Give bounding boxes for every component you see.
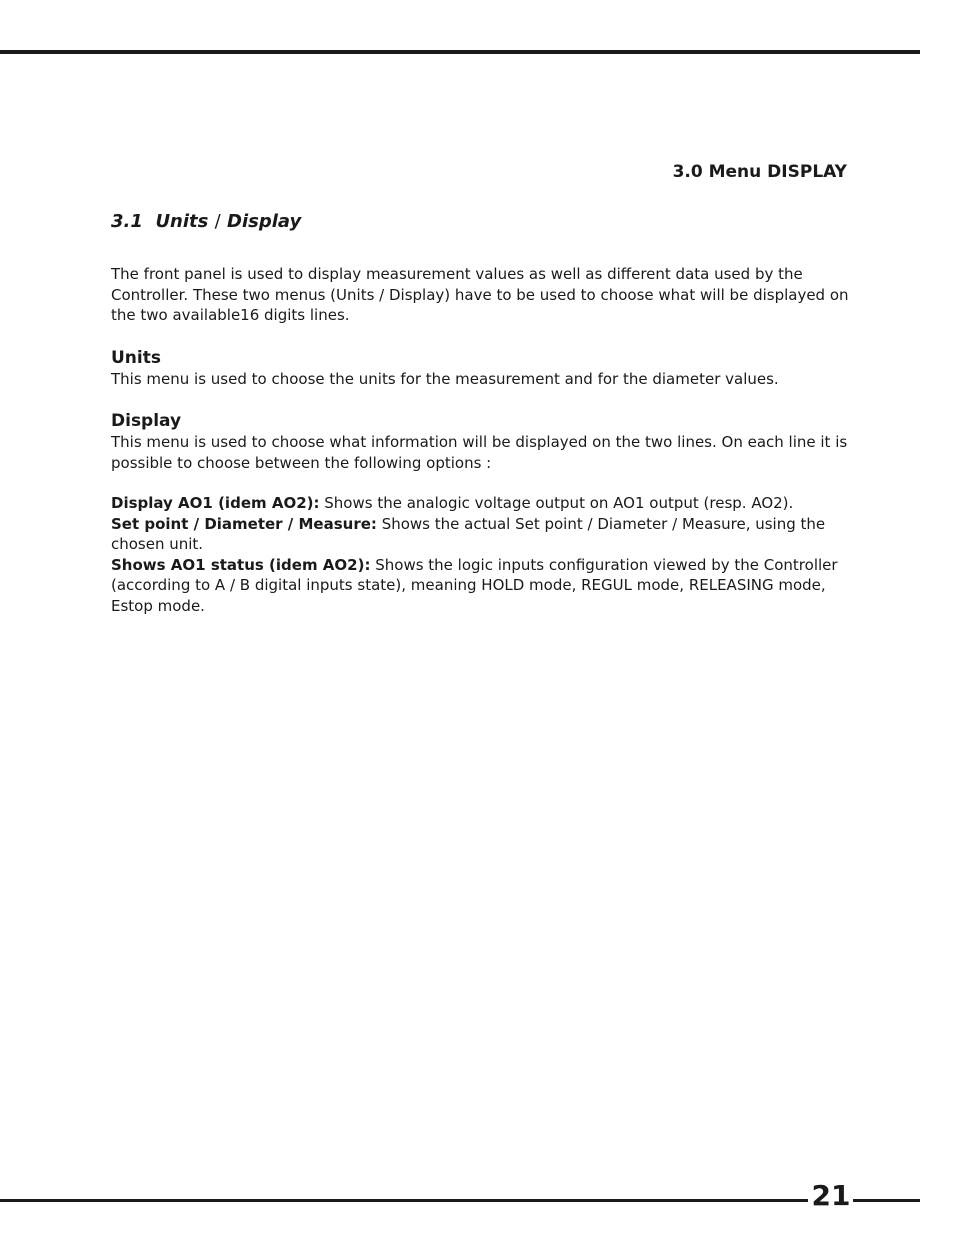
footer-rule-left	[0, 1199, 808, 1202]
intro-paragraph: The front panel is used to display measurement values as well as different data used by the Controller. These two menus (Units / Display) have to be used to choose what will be displayed on the two available16 digits lines.	[111, 265, 849, 324]
units-paragraph: This menu is used to choose the units for the measurement and for the diameter values.	[111, 369, 779, 388]
page-content	[111, 208, 859, 616]
option-display-ao1	[111, 493, 859, 514]
option-label: Set point / Diameter / Measure:	[111, 514, 377, 533]
footer-rule-right	[853, 1199, 920, 1202]
option-description: Shows the logic inputs configuration viewed by the Controller (according to A / B digital inputs state), meaning HOLD mode, REGUL mode, RELEASING mode, Estop mode.	[111, 555, 838, 615]
option-description: Shows the analogic voltage output on AO1 output (resp. AO2).	[324, 494, 794, 512]
option-label: Display AO1 (idem AO2):	[111, 494, 320, 512]
spacer	[111, 473, 859, 493]
section-title	[111, 208, 859, 236]
section-title-units: Units	[155, 211, 209, 232]
display-heading: Display	[111, 411, 182, 431]
chapter-title: 3.0 Menu DISPLAY	[672, 162, 847, 182]
option-setpoint	[111, 514, 859, 555]
display-paragraph: This menu is used to choose what information will be displayed on the two lines. On each line it is possible to choose between the following options :	[111, 433, 848, 472]
section-title-separator: /	[214, 211, 221, 232]
section-number: 3.1	[111, 211, 143, 232]
units-heading: Units	[111, 347, 161, 368]
option-description: Shows the actual Set point / Diameter / Measure, using the chosen unit.	[111, 514, 826, 553]
page-number: 21	[811, 1179, 851, 1212]
header-rule	[0, 50, 920, 54]
option-label: Shows AO1 status (idem AO2):	[111, 555, 371, 574]
section-title-display: Display	[227, 211, 302, 232]
option-ao1-status	[111, 555, 859, 617]
